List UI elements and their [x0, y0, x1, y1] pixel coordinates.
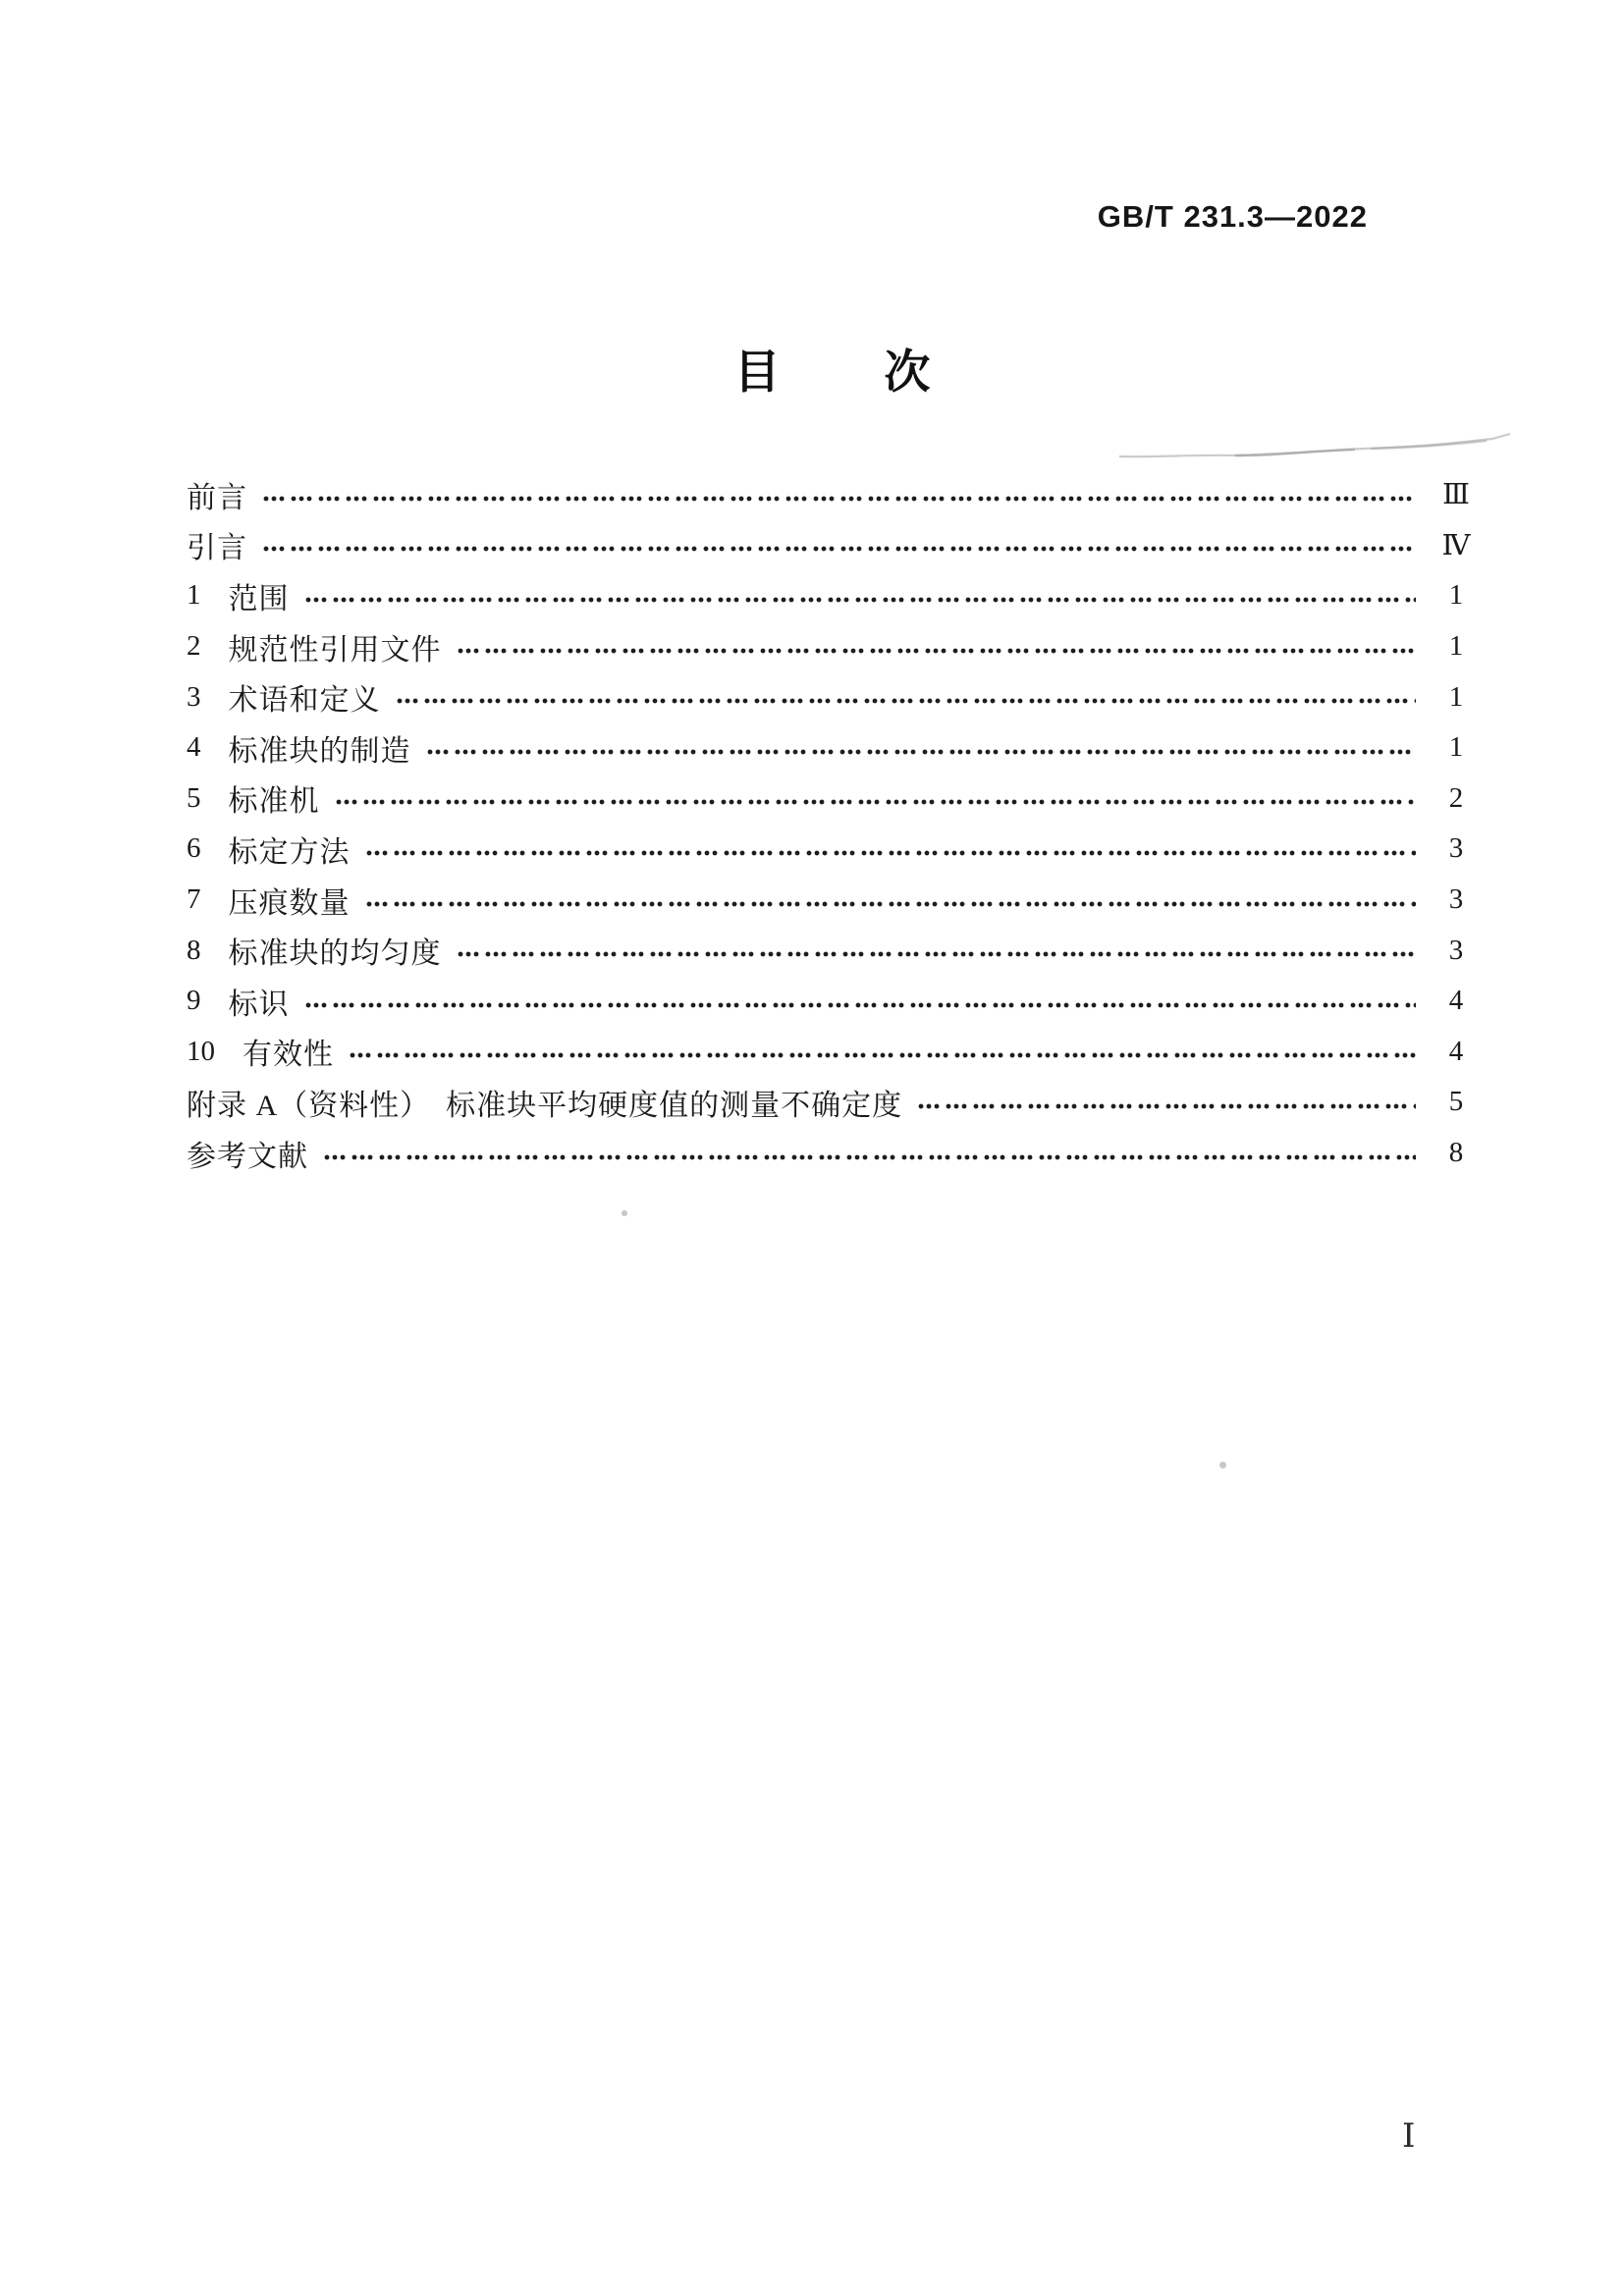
toc-entry-number: 6 — [187, 832, 201, 865]
toc-dot-leader — [336, 795, 1417, 809]
toc-entry — [187, 925, 1485, 976]
toc-entry-page: 2 — [1448, 781, 1464, 814]
toc-entry-label: 标准块的均匀度 — [228, 937, 442, 971]
toc-dot-leader — [366, 846, 1417, 860]
toc-entry-label: 有效性 — [243, 1039, 334, 1072]
toc-entry-page: 4 — [1448, 1035, 1464, 1067]
toc-entry-label: 压痕数量 — [228, 886, 351, 920]
toc-entry-number: 1 — [187, 579, 201, 612]
toc-entry — [187, 824, 1485, 875]
title-char-mu: 目 — [733, 347, 781, 399]
toc-entry-page: 4 — [1448, 985, 1464, 1017]
toc-entry-page: 1 — [1448, 731, 1464, 764]
toc-dot-leader — [458, 644, 1417, 658]
toc-entry-number: 4 — [187, 731, 201, 764]
toc-entry-number: 10 — [187, 1035, 215, 1067]
toc-entry-number: 3 — [187, 680, 201, 713]
toc-entry — [187, 520, 1485, 571]
toc-entry-number: 5 — [187, 781, 201, 814]
toc-entry-label: 标定方法 — [228, 835, 351, 869]
toc-entry-page: 8 — [1448, 1137, 1464, 1169]
toc-entry-page: 3 — [1448, 934, 1464, 966]
toc-entry-label: 标准块的制造 — [228, 734, 411, 768]
toc-entry — [187, 722, 1485, 774]
toc-entry — [187, 1128, 1485, 1179]
toc-dot-leader — [263, 542, 1416, 556]
toc-entry-label: 规范性引用文件 — [228, 633, 442, 667]
toc-entry-number: 2 — [187, 630, 201, 663]
toc-entry — [187, 570, 1485, 621]
scan-speck — [622, 1210, 627, 1216]
toc-entry-label: 附录 A（资料性） 标准块平均硬度值的测量不确定度 — [187, 1089, 903, 1122]
toc-entry — [187, 976, 1485, 1027]
toc-entry-page: 1 — [1448, 579, 1464, 612]
toc-entry — [187, 671, 1485, 722]
toc-entry-number: 7 — [187, 883, 201, 916]
toc-dot-leader — [427, 745, 1417, 759]
toc-dot-leader — [350, 1048, 1416, 1062]
toc-dot-leader — [305, 593, 1417, 607]
toc-entry-label: 参考文献 — [187, 1140, 308, 1173]
folio-page-number: Ⅰ — [1402, 2118, 1416, 2155]
toc-entry-label: 标准机 — [228, 785, 320, 819]
toc-entry — [187, 1077, 1485, 1128]
toc-dot-leader — [366, 897, 1417, 911]
toc-entry-page: Ⅳ — [1441, 529, 1471, 561]
toc-dot-leader — [397, 694, 1417, 708]
toc-entry-page: 5 — [1448, 1086, 1464, 1118]
scan-speck — [1219, 1462, 1226, 1468]
toc-entry-page: 1 — [1448, 630, 1464, 663]
toc-entry-number: 8 — [187, 934, 201, 966]
page-title — [0, 336, 1623, 401]
toc-dot-leader — [918, 1099, 1416, 1113]
toc-entry-number: 9 — [187, 985, 201, 1017]
standard-doc-code: GB/T 231.3—2022 — [1097, 199, 1368, 234]
toc-entry-page: 1 — [1448, 680, 1464, 713]
toc-list — [187, 469, 1485, 1178]
toc-entry — [187, 469, 1485, 520]
toc-entry — [187, 1027, 1485, 1078]
title-char-ci: 次 — [884, 347, 931, 399]
toc-entry — [187, 875, 1485, 926]
toc-entry-label: 范围 — [228, 582, 290, 615]
toc-entry-label: 引言 — [187, 532, 247, 565]
toc-entry — [187, 774, 1485, 825]
toc-entry-page: 3 — [1448, 883, 1464, 916]
toc-entry-page: 3 — [1448, 832, 1464, 865]
toc-dot-leader — [263, 492, 1416, 506]
toc-entry — [187, 621, 1485, 672]
toc-dot-leader — [458, 947, 1417, 961]
toc-entry-page: Ⅲ — [1442, 479, 1470, 511]
toc-dot-leader — [305, 998, 1417, 1012]
toc-entry-label: 前言 — [187, 481, 247, 514]
toc-dot-leader — [324, 1150, 1416, 1164]
toc-entry-label: 标识 — [228, 988, 290, 1021]
toc-entry-label: 术语和定义 — [228, 684, 381, 718]
scan-artifact-line — [1108, 430, 1520, 473]
